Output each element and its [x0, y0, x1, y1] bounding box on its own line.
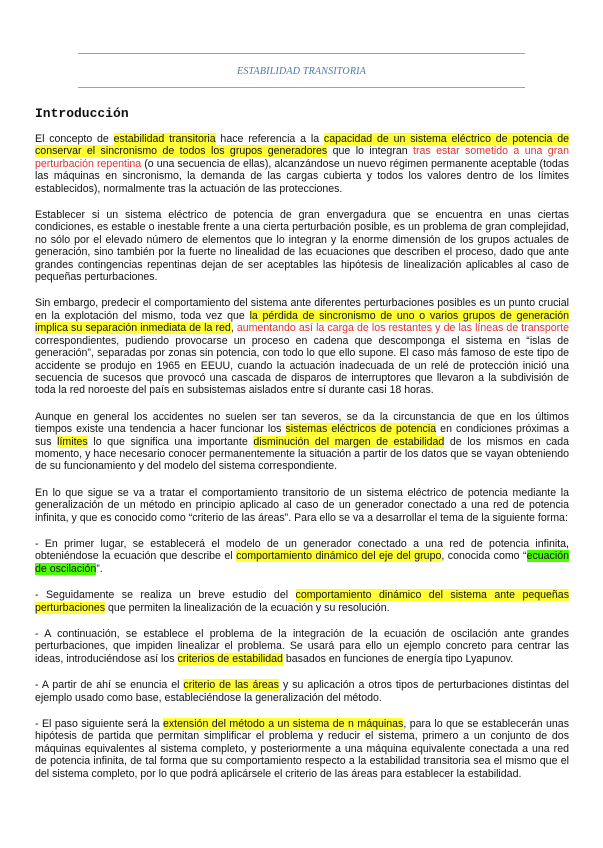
paragraph-2 — [35, 209, 569, 283]
text-run: En lo que sigue se va a tratar el comportamiento transitorio de un sistema eléctrico de potencia mediante la generalización de un método en principio aplicado al caso de un generador conectado a una red de potencia infinita, y que es conocido como “criterio de las áreas”. Para ello se va a desarrollar el tema de la siguiente forma: — [35, 486, 569, 524]
text-run: hace referencia a la — [215, 133, 324, 145]
highlight: sistemas eléctricos de potencia — [285, 423, 437, 436]
red-text: aumentando así la carga de los restantes y de las líneas de transporte — [236, 322, 570, 335]
section-heading: Introducción — [35, 106, 129, 121]
list-item-4 — [35, 679, 569, 704]
text-run: - En primer lugar, se establecerá el modelo de un generador conectado a una red de potencia infinita, obteniéndose la ecuación que describe el — [35, 537, 569, 563]
text-run: Establecer si un sistema eléctrico de potencia de gran envergadura que se encuentra en unas ciertas condiciones, es estable o inestable frente a una cierta perturbación posible, es un problema de gran complejidad, no sólo por el elevado número de elementos que lo integran y la enorme dimensión de los grupos actuales de generación, sino también por la fuerte no linealidad de las ecuaciones que describen el proceso, dado que ante grandes contingencias repentinas dejan de ser aceptables las hipótesis de linealización aplicables al caso de pequeñas perturbaciones. — [35, 209, 569, 284]
text-run: - A continuación, se establece el problema de la integración de la ecuación de oscilación ante grandes perturbaciones, que impiden linealizar el problema. Se usará para ello un ejemplo concreto para centrar las ideas, introduciéndose así los — [35, 628, 569, 665]
text-run: Sin embargo, predecir el comportamiento del sistema ante diferentes perturbaciones posibles es un punto crucial en la explotación del mismo, toda vez que — [35, 297, 569, 322]
highlight: comportamiento dinámico del eje del grupo — [236, 550, 442, 563]
highlight: disminución del margen de estabilidad — [253, 435, 445, 448]
paragraph-4 — [35, 411, 569, 473]
document-body — [35, 133, 569, 794]
text-run: basados en funciones de energía tipo Lyapunov. — [282, 652, 514, 665]
list-item-1 — [35, 538, 569, 575]
text-run: que permiten la linealización de la ecuación y su resolución. — [105, 601, 390, 614]
text-run: - A partir de ahí se enuncia el — [35, 679, 184, 692]
text-run: El concepto de — [35, 133, 114, 145]
highlight: capacidad de un sistema eléctrico de potencia de conservar el sincronismo de todos los grupos generadores — [35, 133, 570, 158]
text-run: - Seguidamente se realiza un breve estudio del — [35, 589, 296, 602]
red-text: tras estar sometido a una gran perturbación repentina — [35, 145, 570, 170]
text-run: , — [230, 322, 237, 335]
text-run: - El paso siguiente será la — [35, 718, 163, 731]
text-run: ”. — [96, 562, 103, 575]
highlight: límites — [57, 435, 88, 448]
list-item-5 — [35, 718, 569, 780]
text-run: correspondientes, pudiendo provocarse un proceso en cadena que descomponga el sistema en “islas de generación”, separadas por zonas sin potencia, con todo lo que ello supone. El caso más famoso de este tipo de accidente se produjo en 1965 en EEUU, cuando la actuación inadecuada de un relé de protección inició una secuencia de sucesos que provocó una cascada de disparos de interruptores que llevaron a la subdivisión de toda la red noroeste del país en subsistemas aislados entre sí durante casi 18 horas. — [35, 334, 569, 397]
highlight: criterio de las áreas — [183, 679, 279, 692]
text-run: que lo integran — [327, 145, 414, 158]
list-item-3 — [35, 628, 569, 665]
text-run: en condiciones próximas a sus — [35, 423, 570, 448]
highlight: la pérdida de sincronismo de uno o varios grupos de generación implica su separación inmediata de la red — [35, 309, 569, 335]
running-header: ESTABILIDAD TRANSITORIA — [237, 66, 366, 77]
text-run: lo que significa una importante — [87, 435, 254, 448]
text-run: (o una secuencia de ellas), alcanzándose un nuevo régimen permanente aceptable (todas las máquinas en sincronismo, la demanda de las cargas cubierta y todos los valores dentro de los límites establecidos), normalmente tras la actuación de las protecciones. — [35, 157, 569, 195]
paragraph-3 — [35, 297, 569, 396]
header-rule-bottom — [78, 87, 525, 88]
paragraph-5 — [35, 487, 569, 524]
highlight: extensión del método a un sistema de n máquinas — [162, 718, 404, 731]
text-run: y su aplicación a otros tipos de perturbaciones distintas del ejemplo usado como base, estableciéndose la generalización del método. — [35, 679, 569, 704]
list-item-2 — [35, 589, 569, 614]
green-highlight: ecuación de oscilación — [35, 550, 569, 575]
highlight: comportamiento dinámico del sistema ante pequeñas perturbaciones — [35, 589, 569, 614]
highlight: criterios de estabilidad — [177, 652, 283, 665]
header-rule-top — [78, 53, 525, 54]
highlight: estabilidad transitoria — [113, 133, 216, 145]
text-run: , conocida como “ — [441, 550, 527, 563]
text-run: , para lo que se establecerán unas hipótesis de partida que permitan simplificar el problema y reducir el sistema, primero a un conjunto de dos máquinas equivalentes al sistema completo, y posteriormente a una máquina equivalente conectada a una red de potencia infinita, de tal forma que su comportamiento respecto a la estabilidad transitoria sea el mismo que el del sistema completo, por lo que podrá aplicársele el criterio de las áreas para establecer la estabilidad. — [35, 718, 569, 780]
paragraph-1 — [35, 133, 569, 195]
text-run: de los mismos en cada momento, y hace necesario conocer permanentemente la situación a partir de los datos que se vayan obteniendo de su funcionamiento y del modelo del sistema correspondiente. — [35, 435, 569, 473]
text-run: Aunque en general los accidentes no suelen ser tan severos, se da la circunstancia de que en los últimos tiempos existe una tendencia a hacer funcionar los — [35, 410, 569, 436]
